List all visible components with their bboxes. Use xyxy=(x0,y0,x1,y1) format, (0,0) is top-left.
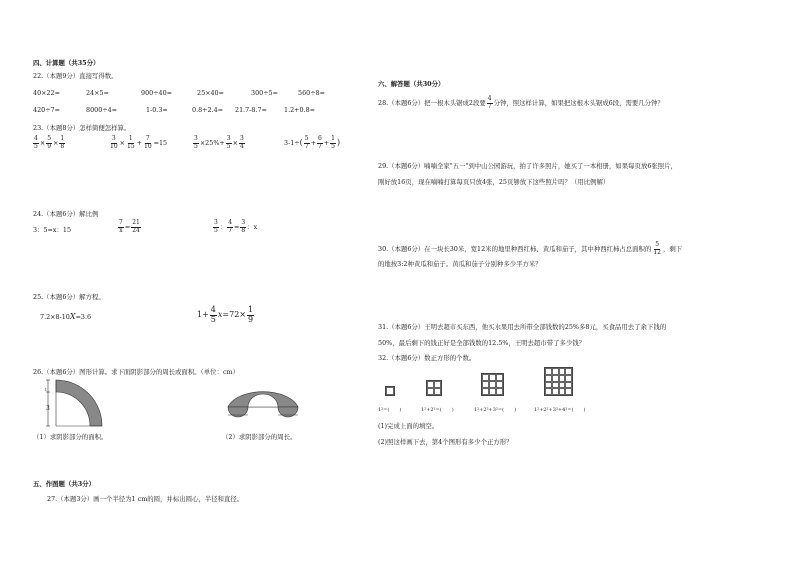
section-5-title: 五、作图题（共3分） xyxy=(33,480,95,488)
q25-equation-2: 1+ $\frac{4}{5}$ x =72× $\frac{1}{9}$ xyxy=(197,305,254,324)
q22-item: 0.8+2.4= xyxy=(192,106,224,114)
q32-subquestion-2: (2)照这样画下去，第4个图形有多少个正方形？ xyxy=(378,438,513,446)
q32-blank-2[interactable]: 1²+2²=( ) xyxy=(421,407,454,413)
q23-expression-1: $\frac{4}{5}$ × $\frac{5}{9}$ × $\frac{1}{8}$ xyxy=(34,135,65,150)
square-grid-4x4 xyxy=(544,367,573,396)
q22-item: 1.2+0.8= xyxy=(284,106,316,114)
q22-item: 8000÷4= xyxy=(86,106,118,114)
question-27: 27.（本题3分）画一个半径为1 cm的圆，并标出圆心，半径和直径。 xyxy=(47,495,244,503)
q23-expression-4: 3-1÷ ( $\frac{5}{7}$ + $\frac{6}{7}$ + $\frac{1}{5}$ ) xyxy=(284,135,341,150)
q22-item: 24×5= xyxy=(86,89,109,97)
question-30-line-2: 的地按3:2种黄瓜和茄子。黄瓜和茄子分别种多少平方米？ xyxy=(378,260,542,268)
question-31-line-1: 31.（本题6分）王明去超市买东西，他买水果用去所带全部钱数的25%多8元，买食品用去了余下钱的 xyxy=(378,323,667,331)
section-6-title: 六、解答题（共30分） xyxy=(378,80,445,88)
q22-item: 900÷40= xyxy=(141,89,173,97)
q26-subquestion-1: （1）求阴影部分的面积。 xyxy=(33,433,108,441)
q22-item: 560÷8= xyxy=(298,89,325,97)
question-30-line-1: 30.（本题6分）在一块长30米，宽12米的地里种西红柿、黄瓜和茄子，其中种西红柿占总面积的 $\frac{5}{12}$ ，剩下 xyxy=(378,241,683,256)
q26-figure-1 xyxy=(40,378,110,428)
question-26: 26.（本题6分）图形计算。求下面阴影部分的周长或面积。（单位：cm） xyxy=(33,368,239,376)
q32-blank-3[interactable]: 1²+2²+3²=( ) xyxy=(474,407,517,413)
q22-item: 1-0.3= xyxy=(146,106,168,114)
q25-equation-1: 7.2×8-10 X =3.6 xyxy=(40,312,92,321)
square-grid-1x1 xyxy=(385,386,395,396)
question-25: 25.（本题6分）解方程。 xyxy=(33,293,105,301)
q32-blank-4[interactable]: 1²+2²+3²+4²=( ) xyxy=(534,407,586,413)
question-32: 32.（本题6分）数正方形的个数。 xyxy=(378,354,476,362)
q22-item: 25×40= xyxy=(197,89,224,97)
q24-proportion-2: $\frac{7}{x}$ = $\frac{21}{24}$ xyxy=(119,219,140,234)
q32-subquestion-1: (1)完成上面的填空。 xyxy=(378,422,439,430)
question-28: 28.（本题6分）把一根木头锯成2段要 $\frac{4}{7}$ 分钟，照这样计算，如果把这根木头锯成6段，需要几分钟？ xyxy=(378,95,664,110)
q26-arrow-up: ↕ xyxy=(44,388,48,393)
q26-dimension-label: 3 xyxy=(46,405,50,412)
q23-expression-3: $\frac{3}{5}$ ×25%+ $\frac{3}{5}$ × $\frac{3}{4}$ xyxy=(194,135,244,150)
square-grid-2x2 xyxy=(426,380,442,396)
square-grid-3x3 xyxy=(481,373,504,396)
q22-item: 21.7-8.7= xyxy=(235,106,267,114)
question-31-line-2: 50%，最后剩下的钱正好是全部钱数的12.5%，王明去超市带了多少钱？ xyxy=(378,339,586,347)
q23-expression-2: $\frac{3}{10}$ × $\frac{1}{15}$ + $\frac{7}{10}$ =15 xyxy=(110,135,168,150)
q26-figure-2 xyxy=(226,385,301,419)
q22-item: 40×22= xyxy=(33,89,60,97)
q22-item: 300÷5= xyxy=(251,89,278,97)
question-29-line-2: 刚好放16页，现在喃喃打算每页只放4张，25页够放下这些照片吗？（用比例解） xyxy=(378,178,610,186)
question-22: 22.（本题9分）直接写得数。 xyxy=(33,72,118,80)
q26-subquestion-2: （2）求阴影部分的周长。 xyxy=(222,433,297,441)
q32-blank-1[interactable]: 1²=( ) xyxy=(378,407,402,413)
q24-proportion-1: 3：5=x：15 xyxy=(33,226,72,234)
q24-proportion-3: $\frac{3}{5}$ ： $\frac{4}{7}$ = $\frac{3}{8}$ ：x xyxy=(214,219,258,234)
question-24: 24.（本题6分）解比例 xyxy=(33,210,99,218)
question-29-line-1: 29.（本题6分）喃喃全家"五一"到中山公园游玩，拍了许多照片，她买了一本相册，如果每页放6张照片， xyxy=(378,162,677,170)
q22-item: 420÷7= xyxy=(33,106,60,114)
question-23: 23.（本题8分）怎样简便怎样算。 xyxy=(33,124,131,132)
section-4-title: 四、计算题（共35分） xyxy=(33,59,100,67)
